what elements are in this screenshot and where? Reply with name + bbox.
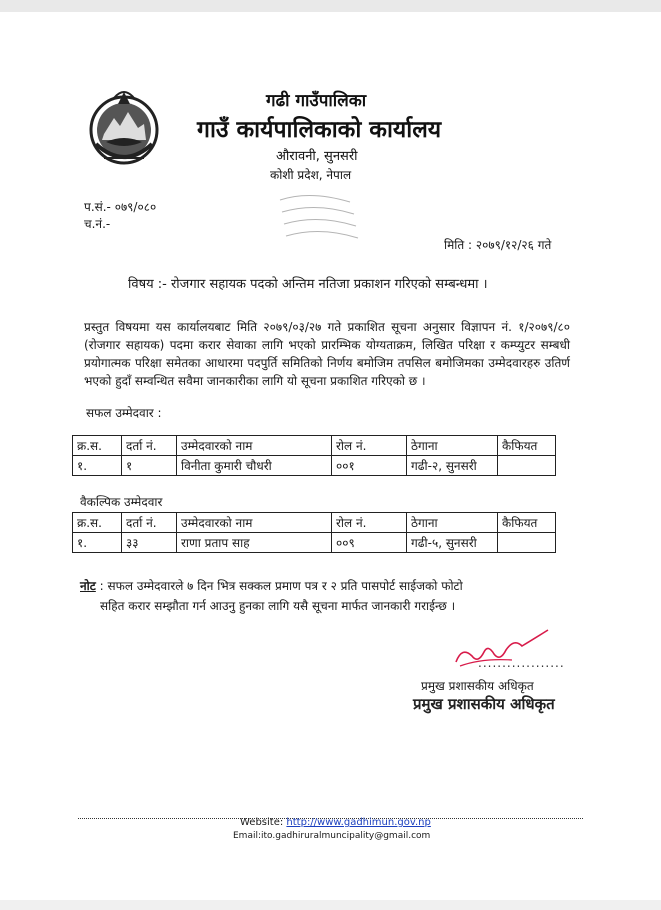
letter-body: प्रस्तुत विषयमा यस कार्यालयबाट मिति २०७९/०३/२७ गते प्रकाशित सूचना अनुसार विज्ञापन नं. १/२०७९/८० (रोजगार सहायक) पदमा करार सेवाका लागि भएको प्रारम्भिक योग्यताक्रम, लिखित परिक्षा र कम्प्युटर सम्बधी प्रयोगात्मक परिक्षा समेतका आधारमा पदपुर्ति समितिको निर्णय बमोजिम तपसिल बमोजिमका उम्मेदवारहरु उतिर्ण भएको हुदाँ सम्वन्धित सवैमा जानकारीका लागि यो सूचना प्रकाशित गरिएको छ । <box>84 320 570 388</box>
letter-subject: विषय :- रोजगार सहायक पदको अन्तिम नतिजा प्रकाशन गरिएको सम्बन्धमा । <box>128 277 488 292</box>
alternate-candidates-title: वैकल्पिक उम्मेदवार <box>80 495 163 509</box>
table-header-row <box>73 436 556 456</box>
table-header-row <box>73 513 556 533</box>
col-header-reg-no: दर्ता नं. <box>122 436 177 456</box>
col-header-roll-no: रोल नं. <box>332 513 407 533</box>
cell-remarks <box>498 533 556 553</box>
col-header-address: ठेगाना <box>407 513 498 533</box>
website-label: Website: <box>240 817 284 828</box>
cell-name: विनीता कुमारी चौधरी <box>177 456 332 476</box>
cell-reg-no: १ <box>122 456 177 476</box>
note-label: नोट <box>80 579 96 593</box>
footer-email: Email:ito.gadhiruralmuncipality@gmail.com <box>233 831 431 841</box>
col-header-name: उम्मेदवारको नाम <box>177 513 332 533</box>
cell-remarks <box>498 456 556 476</box>
cell-roll-no: ००१ <box>332 456 407 476</box>
col-header-name: उम्मेदवारको नाम <box>177 436 332 456</box>
table-row <box>73 533 556 553</box>
col-header-sn: क्र.स. <box>73 513 122 533</box>
col-header-reg-no: दर्ता नं. <box>122 513 177 533</box>
cell-sn: १. <box>73 533 122 553</box>
office-province: कोशी प्रदेश, नेपाल <box>270 168 352 182</box>
municipality-name: गढी गाउँपालिका <box>266 91 367 111</box>
note-paragraph <box>80 576 560 616</box>
table-row <box>73 456 556 476</box>
cell-reg-no: ३३ <box>122 533 177 553</box>
cell-address: गढी-२, सुनसरी <box>407 456 498 476</box>
letter-reference-number: प.सं.- ०७९/०८० <box>84 200 157 214</box>
website-link[interactable]: http://www.gadhimun.gov.np <box>286 817 431 828</box>
dispatch-number: च.नं.- <box>84 217 111 231</box>
col-header-sn: क्र.स. <box>73 436 122 456</box>
office-stamp <box>270 180 390 250</box>
scan-top-edge <box>0 0 661 12</box>
nepal-government-emblem-icon <box>84 84 164 172</box>
office-name: गाउँ कार्यपालिकाको कार्यालय <box>197 117 442 143</box>
successful-candidates-table <box>72 435 556 476</box>
signatory-designation: प्रमुख प्रशासकीय अधिकृत <box>421 679 534 693</box>
footer-website <box>240 817 431 828</box>
signature-line: .................. <box>478 656 565 670</box>
note-text-line1: : सफल उम्मेदवारले ७ दिन भित्र सक्कल प्रमाण पत्र र २ प्रति पासपोर्ट साईजको फोटो <box>99 579 463 593</box>
cell-roll-no: ००९ <box>332 533 407 553</box>
col-header-address: ठेगाना <box>407 436 498 456</box>
letter-date: मिति : २०७९/१२/२६ गते <box>444 238 552 252</box>
col-header-remarks: कैफियत <box>498 436 556 456</box>
scan-bottom-edge <box>0 900 661 910</box>
alternate-candidates-table <box>72 512 556 553</box>
successful-candidates-title: सफल उम्मेदवार : <box>86 406 162 420</box>
signatory-designation-stamp: प्रमुख प्रशासकीय अधिकृत <box>413 695 555 713</box>
note-text-line2: सहित करार सम्झौता गर्न आउनु हुनका लागि यसै सूचना मार्फत जानकारी गराईन्छ । <box>100 599 456 613</box>
office-address: औरावनी, सुनसरी <box>276 149 358 164</box>
cell-address: गढी-५, सुनसरी <box>407 533 498 553</box>
col-header-remarks: कैफियत <box>498 513 556 533</box>
cell-sn: १. <box>73 456 122 476</box>
col-header-roll-no: रोल नं. <box>332 436 407 456</box>
cell-name: राणा प्रताप साह <box>177 533 332 553</box>
